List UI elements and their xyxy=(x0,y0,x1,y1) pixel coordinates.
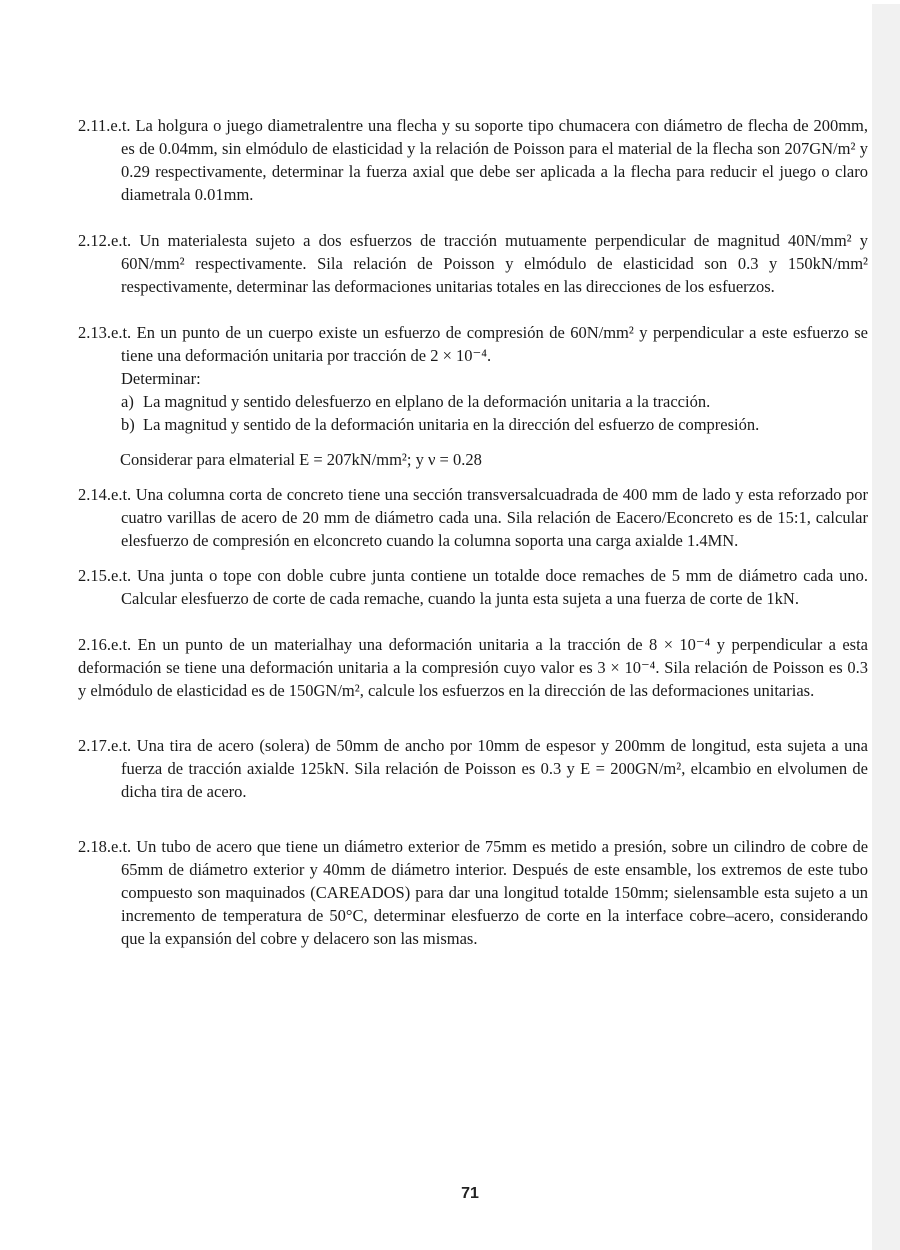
subquestion-label: a) xyxy=(121,392,134,411)
problem-number: 2.15.e.t. xyxy=(78,566,132,585)
problem-number: 2.16.e.t. xyxy=(78,635,132,654)
problem-text: Una tira de acero (solera) de 50mm de ancho por 10mm de espesor y 200mm de longitud, esta sujeta a una fuerza de tracción axialde 125kN. Sila relación de Poisson es 0.3 y E = 200GN/m², elcambio en elvolumen de dicha tira de acero. xyxy=(121,736,868,801)
problem-number: 2.17.e.t. xyxy=(78,736,132,755)
subquestion xyxy=(121,390,868,413)
problem-2-18 xyxy=(78,835,868,950)
problem-2-17 xyxy=(78,734,868,803)
problem-text: En un punto de un cuerpo existe un esfuerzo de compresión de 60N/mm² y perpendicular a este esfuerzo se tiene una deformación unitaria por tracción de 2 × 10⁻⁴. xyxy=(121,323,868,365)
side-margin-strip xyxy=(872,4,900,1250)
problem-number: 2.14.e.t. xyxy=(78,485,132,504)
subquestion xyxy=(121,413,868,436)
problem-text: Una junta o tope con doble cubre junta contiene un totalde doce remaches de 5 mm de diámetro cada uno. Calcular elesfuerzo de corte de cada remache, cuando la junta esta sujeta a una fuerza de corte de 1kN. xyxy=(121,566,869,608)
problem-text: Un tubo de acero que tiene un diámetro exterior de 75mm es metido a presión, sobre un cilindro de cobre de 65mm de diámetro exterior y 40mm de diámetro interior. Después de este ensamble, los extremos de este tubo compuesto son maquinados (CAREADOS) para dar una longitud totalde 150mm; sielensamble esta sujeto a un incremento de temperatura de 50°C, determinar elesfuerzo de corte en la interface cobre–acero, considerando que la expansión del cobre y delacero son las mismas. xyxy=(121,837,869,948)
problem-number: 2.12.e.t. xyxy=(78,231,132,250)
problem-number: 2.11.e.t. xyxy=(78,116,131,135)
subquestion-label: b) xyxy=(121,415,135,434)
problem-text: En un punto de un materialhay una deformación unitaria a la tracción de 8 × 10⁻⁴ y perpendicular a esta deformación se tiene una deformación unitaria a la compresión cuyo valor es 3 × 10⁻⁴. Sila relación de Poisson es 0.3 y elmódulo de elasticidad es de 150GN/m², calcule los esfuerzos en la dirección de las deformaciones unitarias. xyxy=(78,635,869,700)
document-page xyxy=(78,114,868,950)
problem-2-12 xyxy=(78,229,868,298)
subquestion-text: La magnitud y sentido delesfuerzo en elplano de la deformación unitaria a la tracción. xyxy=(143,392,711,411)
problem-text: Una columna corta de concreto tiene una sección transversalcuadrada de 400 mm de lado y esta reforzado por cuatro varillas de acero de 20 mm de diámetro cada una. Sila relación de Eacero/Econcreto es de 15:1, calcular elesfuerzo de compresión en elconcreto cuando la columna soporta una carga axialde 1.4MN. xyxy=(121,485,868,550)
subquestion-list xyxy=(121,390,868,436)
material-note: Considerar para elmaterial E = 207kN/mm²; y ν = 0.28 xyxy=(120,450,482,469)
problem-number: 2.18.e.t. xyxy=(78,837,132,856)
problem-2-15 xyxy=(78,564,868,610)
subquestion-text: La magnitud y sentido de la deformación unitaria en la dirección del esfuerzo de compresión. xyxy=(143,415,760,434)
problem-2-14 xyxy=(78,483,868,552)
problem-instruction: Determinar: xyxy=(121,369,201,388)
page-number: 71 xyxy=(461,1185,479,1202)
problem-text: Un materialesta sujeto a dos esfuerzos de tracción mutuamente perpendicular de magnitud 40N/mm² y 60N/mm² respectivamente. Sila relación de Poisson y elmódulo de elasticidad son 0.3 y 150kN/mm² respectivamente, determinar las deformaciones unitarias totales en las direcciones de los esfuerzos. xyxy=(121,231,869,296)
problem-2-11 xyxy=(78,114,868,206)
problem-text: La holgura o juego diametralentre una flecha y su soporte tipo chumacera con diámetro de flecha de 200mm, es de 0.04mm, sin elmódulo de elasticidad y la relación de Poisson para el material de la flecha son 207GN/m² y 0.29 respectivamente, determinar la fuerza axial que debe ser aplicada a la flecha para reducir el juego o claro diametrala 0.01mm. xyxy=(121,116,868,204)
problem-2-16 xyxy=(78,633,868,702)
problem-number: 2.13.e.t. xyxy=(78,323,132,342)
problem-2-13 xyxy=(78,321,868,471)
